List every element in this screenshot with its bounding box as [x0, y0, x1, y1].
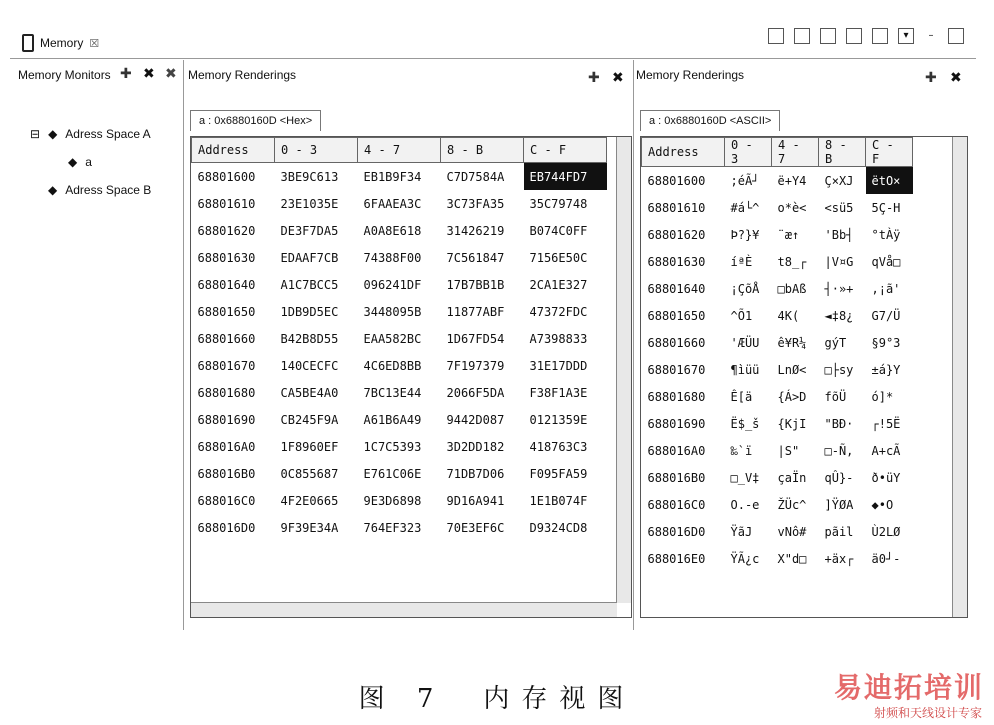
address-cell[interactable]: 68801670: [197, 358, 256, 373]
memory-cell[interactable]: A0A8E618: [363, 223, 422, 238]
address-cell[interactable]: 68801650: [647, 308, 706, 323]
memory-space-icon: ◆: [48, 183, 58, 197]
table-row[interactable]: [192, 271, 607, 298]
memory-cell[interactable]: 4K(: [777, 308, 800, 323]
memory-cell[interactable]: Ë$_š: [730, 416, 760, 431]
close-view-icon[interactable]: ☒: [89, 37, 100, 50]
memory-cell[interactable]: o*è<: [777, 200, 807, 215]
memory-cell[interactable]: LnØ<: [777, 362, 807, 377]
address-cell[interactable]: 68801620: [197, 223, 256, 238]
memory-cell[interactable]: 5Ç-H: [871, 200, 901, 215]
memory-cell[interactable]: □_V‡: [730, 470, 760, 485]
memory-cell[interactable]: 418763C3: [529, 439, 588, 454]
new-rendering-icon[interactable]: [794, 28, 810, 44]
memory-cell[interactable]: 3C73FA35: [446, 196, 505, 211]
figure-caption: 图 7 内存视图: [358, 684, 636, 714]
memory-cell[interactable]: 3BE9C613: [280, 169, 339, 184]
memory-cell[interactable]: F38F1A3E: [529, 385, 588, 400]
memory-cell[interactable]: 7C561847: [446, 250, 505, 265]
address-cell[interactable]: 688016C0: [647, 497, 706, 512]
table-row[interactable]: [192, 379, 607, 406]
tree-item-label: Adress Space A: [65, 127, 151, 141]
memory-cell[interactable]: □├sy: [824, 362, 854, 377]
memory-cell[interactable]: 0C855687: [280, 466, 339, 481]
address-cell[interactable]: 68801630: [197, 250, 256, 265]
table-header-row: [642, 138, 913, 167]
memory-cell[interactable]: C7D7584A: [446, 169, 505, 184]
memory-cell[interactable]: Þ?}¥: [730, 227, 760, 242]
table-row[interactable]: [192, 433, 607, 460]
tree-item-label: Adress Space B: [65, 183, 152, 197]
memory-cell[interactable]: §9°3: [871, 335, 901, 350]
memory-cell[interactable]: 4C6ED8BB: [363, 358, 422, 373]
memory-cell[interactable]: Ê[ä: [730, 389, 753, 404]
column-header[interactable]: Address: [192, 138, 275, 163]
address-cell[interactable]: 68801630: [647, 254, 706, 269]
memory-cell[interactable]: |S": [777, 443, 800, 458]
address-cell[interactable]: 68801640: [197, 277, 256, 292]
memory-cell[interactable]: 'Bb┤: [824, 227, 854, 242]
memory-cell[interactable]: ,¡ã': [871, 281, 901, 296]
remove-rendering-icon[interactable]: ✖: [612, 70, 624, 86]
vertical-scrollbar[interactable]: [952, 137, 967, 617]
memory-cell[interactable]: X"d□: [777, 551, 807, 566]
table-row[interactable]: [642, 545, 913, 572]
memory-cell[interactable]: ë+Y4: [777, 173, 807, 188]
memory-cell[interactable]: íªÈ: [730, 254, 753, 269]
memory-cell[interactable]: t8_┌: [777, 254, 807, 269]
column-header[interactable]: 0 - 3: [275, 138, 358, 163]
address-cell[interactable]: 688016B0: [197, 466, 256, 481]
memory-cell[interactable]: Ç×XJ: [824, 173, 854, 188]
table-row[interactable]: [642, 194, 913, 221]
memory-cell[interactable]: 764EF323: [363, 520, 422, 535]
memory-cell[interactable]: ◄‡8¿: [824, 308, 854, 323]
memory-cell[interactable]: F095FA59: [529, 466, 588, 481]
memory-cell[interactable]: qVå□: [871, 254, 901, 269]
address-cell[interactable]: 68801670: [647, 362, 706, 377]
table-row[interactable]: [192, 514, 607, 541]
memory-cell[interactable]: ëtO×: [866, 167, 913, 195]
memory-cell[interactable]: DE3F7DA5: [280, 223, 339, 238]
memory-cell[interactable]: 0121359E: [529, 412, 588, 427]
memory-cell[interactable]: |V¤G: [824, 254, 854, 269]
memory-cell[interactable]: 6FAAEA3C: [363, 196, 422, 211]
address-cell[interactable]: 68801680: [647, 389, 706, 404]
memory-cell[interactable]: {Á>D: [777, 389, 807, 404]
memory-cell[interactable]: 47372FDC: [529, 304, 588, 319]
column-header[interactable]: Address: [642, 138, 725, 167]
table-row[interactable]: [642, 464, 913, 491]
memory-cell[interactable]: ê¥R¼: [777, 335, 807, 350]
memory-cell[interactable]: B42B8D55: [280, 331, 339, 346]
memory-cell[interactable]: □-Ñ,: [824, 443, 854, 458]
layout-icon[interactable]: [846, 28, 862, 44]
link-icon[interactable]: [872, 28, 888, 44]
ascii-rendering-tab[interactable]: a : 0x6880160D <ASCII>: [640, 110, 780, 131]
memory-cell[interactable]: vNô#: [777, 524, 807, 539]
memory-cell[interactable]: 1E1B074F: [529, 493, 588, 508]
memory-cell[interactable]: 7BC13E44: [363, 385, 422, 400]
table-row[interactable]: [642, 167, 913, 195]
memory-cell[interactable]: EAA582BC: [363, 331, 422, 346]
memory-cell[interactable]: 31426219: [446, 223, 505, 238]
column-header[interactable]: 8 - B: [819, 138, 866, 167]
memory-cell[interactable]: ŸãJ: [730, 524, 753, 539]
memory-cell[interactable]: 140CECFC: [280, 358, 339, 373]
memory-cell[interactable]: 1D67FD54: [446, 331, 505, 346]
memory-cell[interactable]: 1F8960EF: [280, 439, 339, 454]
remove-monitor-icon[interactable]: ✖: [143, 66, 155, 82]
table-row[interactable]: [642, 491, 913, 518]
memory-cell[interactable]: pãil: [824, 524, 854, 539]
memory-monitor-icon: ◆: [68, 155, 78, 169]
table-row[interactable]: [192, 460, 607, 487]
memory-cell[interactable]: 2066F5DA: [446, 385, 505, 400]
memory-cell[interactable]: ^Õ1: [730, 308, 753, 323]
memory-cell[interactable]: ŸÃ¿c: [730, 551, 760, 566]
address-cell[interactable]: 68801660: [647, 335, 706, 350]
address-cell[interactable]: 68801600: [647, 173, 706, 188]
address-cell[interactable]: 68801640: [647, 281, 706, 296]
address-cell[interactable]: 68801690: [647, 416, 706, 431]
memory-cell[interactable]: ┌!5Ë: [871, 416, 901, 431]
memory-cell[interactable]: B074C0FF: [529, 223, 588, 238]
memory-view-tab[interactable]: [22, 30, 99, 56]
table-row[interactable]: [642, 383, 913, 410]
renderings-title-left: Memory Renderings: [188, 68, 297, 82]
address-cell[interactable]: 68801680: [197, 385, 256, 400]
table-row[interactable]: [642, 437, 913, 464]
table-row[interactable]: [642, 302, 913, 329]
address-cell[interactable]: 68801620: [647, 227, 706, 242]
memory-cell[interactable]: "BÐ·: [824, 416, 854, 431]
memory-cell[interactable]: 11877ABF: [446, 304, 505, 319]
memory-cell[interactable]: ]ŸØA: [824, 497, 854, 512]
tree-item-a[interactable]: [30, 148, 151, 176]
watermark-logo: 易迪拓培训: [833, 671, 984, 704]
address-cell[interactable]: 688016D0: [647, 524, 706, 539]
minimize-icon[interactable]: –: [928, 30, 934, 41]
header-divider: [10, 58, 976, 59]
horizontal-scrollbar[interactable]: [191, 602, 617, 617]
table-row[interactable]: [192, 217, 607, 244]
add-rendering-icon[interactable]: ✚: [588, 70, 600, 86]
memory-cell[interactable]: 74388F00: [363, 250, 422, 265]
memory-cell[interactable]: 1DB9D5EC: [280, 304, 339, 319]
pane-divider: [183, 60, 184, 630]
memory-cell[interactable]: qÛ}-: [824, 470, 854, 485]
memory-cell[interactable]: ä0┘-: [871, 551, 901, 566]
memory-cell[interactable]: 9F39E34A: [280, 520, 339, 535]
memory-cell[interactable]: 2CA1E327: [529, 277, 588, 292]
memory-cell[interactable]: <sü5: [824, 200, 854, 215]
memory-cell[interactable]: A1C7BCC5: [280, 277, 339, 292]
table-row[interactable]: [642, 410, 913, 437]
memory-cell[interactable]: E761C06E: [363, 466, 422, 481]
table-row[interactable]: [192, 406, 607, 433]
rendering-divider: [633, 60, 634, 630]
memory-cell[interactable]: 9442D087: [446, 412, 505, 427]
memory-cell[interactable]: 35C79748: [529, 196, 588, 211]
memory-cell[interactable]: 9D16A941: [446, 493, 505, 508]
split-icon[interactable]: [820, 28, 836, 44]
table-row[interactable]: [642, 356, 913, 383]
address-cell[interactable]: 68801650: [197, 304, 256, 319]
address-cell[interactable]: 688016E0: [647, 551, 706, 566]
memory-cell[interactable]: A+cÃ: [871, 443, 901, 458]
address-cell[interactable]: 688016D0: [197, 520, 256, 535]
memory-cell[interactable]: ó]*: [871, 389, 894, 404]
memory-cell[interactable]: çaÏn: [777, 470, 807, 485]
table-row[interactable]: [192, 352, 607, 379]
remove-all-monitors-icon[interactable]: ✖: [165, 66, 177, 82]
memory-cell[interactable]: ‰`ï: [730, 443, 753, 458]
table-row[interactable]: [642, 329, 913, 356]
table-row[interactable]: [192, 244, 607, 271]
memory-cell[interactable]: 'ÆÜU: [730, 335, 760, 350]
view-menu-icon[interactable]: ▾: [898, 28, 914, 44]
hex-rendering-tab[interactable]: a : 0x6880160D <Hex>: [190, 110, 321, 131]
address-cell[interactable]: 688016A0: [197, 439, 256, 454]
memory-cell[interactable]: 31E17DDD: [529, 358, 588, 373]
address-cell[interactable]: 68801690: [197, 412, 256, 427]
memory-monitors-title: Memory Monitors: [18, 68, 111, 82]
remove-rendering-icon[interactable]: ✖: [950, 70, 962, 86]
address-cell[interactable]: 68801660: [197, 331, 256, 346]
memory-cell[interactable]: O.-e: [730, 497, 760, 512]
memory-cell[interactable]: 4F2E0665: [280, 493, 339, 508]
table-row[interactable]: [192, 298, 607, 325]
ascii-memory-table: [641, 137, 913, 572]
column-header[interactable]: C - F: [866, 138, 913, 167]
memory-cell[interactable]: A61B6A49: [363, 412, 422, 427]
memory-cell[interactable]: #á└^: [730, 200, 760, 215]
memory-cell[interactable]: ŽÜc^: [777, 497, 807, 512]
memory-cell[interactable]: Ù2LØ: [871, 524, 901, 539]
column-header[interactable]: 0 - 3: [725, 138, 772, 167]
column-header[interactable]: C - F: [524, 138, 607, 163]
memory-cell[interactable]: 71DB7D06: [446, 466, 505, 481]
table-row[interactable]: [642, 275, 913, 302]
memory-cell[interactable]: G7/Ü: [871, 308, 901, 323]
tree-item-address-space-a[interactable]: [30, 120, 151, 148]
memory-cell[interactable]: EB744FD7: [524, 163, 607, 191]
memory-cell[interactable]: °tÀÿ: [871, 227, 901, 242]
memory-space-icon: ◆: [48, 127, 58, 141]
memory-cell[interactable]: 9E3D6898: [363, 493, 422, 508]
memory-view-title: Memory: [40, 36, 84, 50]
table-header-row: [192, 138, 607, 163]
memory-cell[interactable]: 096241DF: [363, 277, 422, 292]
add-monitor-icon[interactable]: ✚: [120, 66, 132, 82]
address-cell[interactable]: 68801600: [197, 169, 256, 184]
memory-cell[interactable]: 70E3EF6C: [446, 520, 505, 535]
monitor-tree: [30, 120, 151, 204]
memory-cell[interactable]: +äx┌: [824, 551, 854, 566]
address-cell[interactable]: 68801610: [197, 196, 256, 211]
memory-cell[interactable]: □bAß: [777, 281, 807, 296]
tree-item-label: a: [85, 155, 92, 169]
table-row[interactable]: [642, 221, 913, 248]
memory-cell[interactable]: A7398833: [529, 331, 588, 346]
address-cell[interactable]: 68801610: [647, 200, 706, 215]
collapse-icon[interactable]: ⊟: [30, 127, 41, 141]
address-cell[interactable]: 688016C0: [197, 493, 256, 508]
memory-cell[interactable]: EB1B9F34: [363, 169, 422, 184]
memory-cell[interactable]: 17B7BB1B: [446, 277, 505, 292]
table-row[interactable]: [192, 487, 607, 514]
memory-cell[interactable]: 3448095B: [363, 304, 422, 319]
memory-cell[interactable]: D9324CD8: [529, 520, 588, 535]
memory-cell[interactable]: ;éÃ┘: [730, 173, 760, 188]
table-row[interactable]: [192, 190, 607, 217]
memory-cell[interactable]: ±á}Y: [871, 362, 901, 377]
memory-cell[interactable]: CA5BE4A0: [280, 385, 339, 400]
memory-cell[interactable]: ◆•O: [871, 497, 894, 512]
hex-rendering-panel: [190, 136, 632, 618]
toggle-icon[interactable]: [768, 28, 784, 44]
memory-cell[interactable]: 1C7C5393: [363, 439, 422, 454]
add-rendering-icon[interactable]: ✚: [925, 70, 937, 86]
memory-cell[interactable]: {KjI: [777, 416, 807, 431]
memory-cell[interactable]: EDAAF7CB: [280, 250, 339, 265]
hex-memory-table: [191, 137, 607, 541]
tree-item-address-space-b[interactable]: [30, 176, 151, 204]
vertical-scrollbar[interactable]: [616, 137, 631, 603]
memory-cell[interactable]: ¨æ↑: [777, 227, 800, 242]
table-row[interactable]: [192, 325, 607, 352]
maximize-icon[interactable]: [948, 28, 964, 44]
column-header[interactable]: 4 - 7: [358, 138, 441, 163]
memory-cell[interactable]: ┤·»+: [824, 281, 854, 296]
memory-cell[interactable]: 23E1035E: [280, 196, 339, 211]
memory-cell[interactable]: ¶ìüü: [730, 362, 760, 377]
memory-cell[interactable]: CB245F9A: [280, 412, 339, 427]
view-toolbar: [768, 28, 964, 44]
address-cell[interactable]: 688016A0: [647, 443, 706, 458]
memory-cell[interactable]: 7F197379: [446, 358, 505, 373]
memory-cell[interactable]: ð•üY: [871, 470, 901, 485]
table-row[interactable]: [642, 248, 913, 275]
ascii-rendering-panel: [640, 136, 968, 618]
watermark-subtitle: 射频和天线设计专家: [873, 706, 982, 720]
table-row[interactable]: [642, 518, 913, 545]
renderings-title-right: Memory Renderings: [636, 68, 745, 82]
memory-cell[interactable]: gýT: [824, 335, 847, 350]
address-cell[interactable]: 688016B0: [647, 470, 706, 485]
column-header[interactable]: 8 - B: [441, 138, 524, 163]
column-header[interactable]: 4 - 7: [772, 138, 819, 167]
memory-cell[interactable]: 7156E50C: [529, 250, 588, 265]
memory-cell[interactable]: ¡ÇõÅ: [730, 281, 760, 296]
memory-cell[interactable]: 3D2DD182: [446, 439, 505, 454]
memory-cell[interactable]: fõÜ: [824, 389, 847, 404]
memory-icon: [22, 34, 34, 52]
table-row[interactable]: [192, 163, 607, 191]
